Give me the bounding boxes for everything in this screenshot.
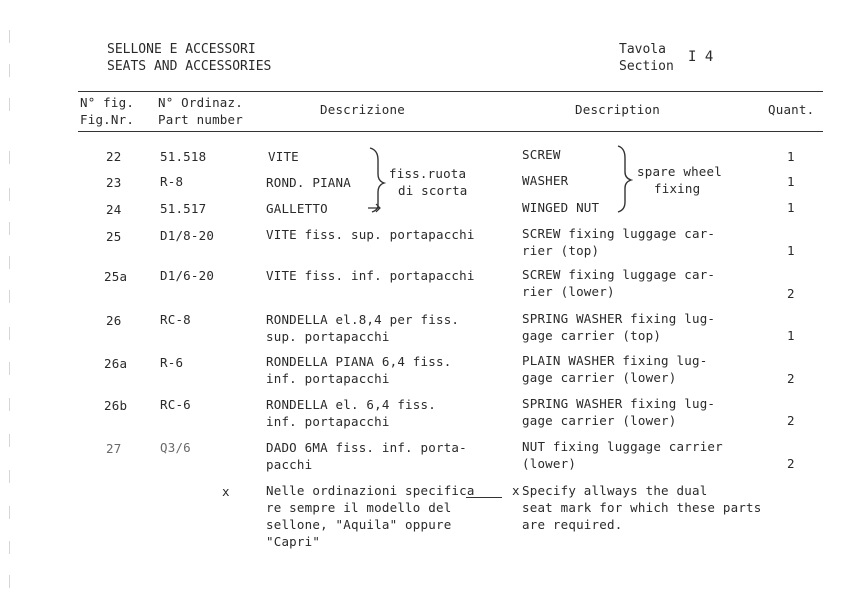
row-26-desc-it-2: sup. portapacchi xyxy=(266,329,390,344)
row-26b-desc-it-1: RONDELLA el. 6,4 fiss. xyxy=(266,397,436,412)
title-italian: SELLONE E ACCESSORI xyxy=(107,42,256,57)
row-27-desc-en-1: NUT fixing luggage carrier xyxy=(522,439,723,454)
row-24-desc-en: WINGED NUT xyxy=(522,200,600,215)
row-26a-desc-it-1: RONDELLA PIANA 6,4 fiss. xyxy=(266,354,452,369)
row-26-fig: 26 xyxy=(106,313,122,328)
row-26a-qty: 2 xyxy=(787,371,795,386)
row-26a-desc-en-2: gage carrier (lower) xyxy=(522,370,677,385)
row-27-desc-en-2: (lower) xyxy=(522,456,577,471)
row-24-fig: 24 xyxy=(106,202,122,217)
note-en-2: seat mark for which these parts xyxy=(522,500,762,515)
margin-mark xyxy=(9,362,13,375)
margin-mark xyxy=(9,290,13,303)
row-25a-qty: 2 xyxy=(787,286,795,301)
title-english: SEATS AND ACCESSORIES xyxy=(107,59,272,74)
brace-italian xyxy=(366,146,386,218)
margin-mark xyxy=(9,151,13,164)
margin-mark xyxy=(9,256,13,269)
row-25a-desc-en-1: SCREW fixing luggage car- xyxy=(522,267,716,282)
row-24-qty: 1 xyxy=(787,200,795,215)
note-it-2: re sempre il modello del xyxy=(266,500,452,515)
note-it-4: "Capri" xyxy=(266,534,321,549)
row-25-desc-en-2: rier (top) xyxy=(522,243,600,258)
note-en-marker: x xyxy=(512,483,520,498)
header-rule-top xyxy=(78,91,823,92)
row-25a-desc-it: VITE fiss. inf. portapacchi xyxy=(266,268,475,283)
row-25a-part: D1/6-20 xyxy=(160,268,215,283)
row-27-qty: 2 xyxy=(787,456,795,471)
brace-english xyxy=(615,144,633,214)
row-26b-qty: 2 xyxy=(787,413,795,428)
note-marker: x xyxy=(222,484,230,499)
row-25a-desc-en-2: rier (lower) xyxy=(522,284,615,299)
row-26b-desc-it-2: inf. portapacchi xyxy=(266,414,390,429)
row-26b-part: RC-6 xyxy=(160,397,191,412)
row-22-desc-it: VITE xyxy=(268,149,299,164)
row-23-qty: 1 xyxy=(787,174,795,189)
margin-mark xyxy=(9,506,13,519)
margin-mark xyxy=(9,222,13,235)
row-26a-fig: 26a xyxy=(104,356,128,371)
col-fig-en: Fig.Nr. xyxy=(80,112,135,127)
row-22-part: 51.518 xyxy=(160,149,207,164)
row-23-desc-it: ROND. PIANA xyxy=(266,175,351,190)
row-23-desc-en: WASHER xyxy=(522,173,569,188)
margin-mark xyxy=(9,327,13,340)
row-22-desc-en: SCREW xyxy=(522,147,561,162)
row-26-desc-en-2: gage carrier (top) xyxy=(522,328,662,343)
margin-mark xyxy=(9,188,13,201)
row-26-part: RC-8 xyxy=(160,312,191,327)
row-26-desc-en-1: SPRING WASHER fixing lug- xyxy=(522,311,716,326)
section-value: I 4 xyxy=(688,49,714,65)
note-underline xyxy=(466,497,502,498)
header-rule-bottom xyxy=(78,131,823,132)
row-22-qty: 1 xyxy=(787,149,795,164)
row-26-qty: 1 xyxy=(787,328,795,343)
margin-mark xyxy=(9,470,13,483)
col-part-en: Part number xyxy=(158,112,243,127)
row-26-desc-it-1: RONDELLA el.8,4 per fiss. xyxy=(266,312,460,327)
margin-mark xyxy=(9,541,13,554)
margin-mark xyxy=(9,434,13,447)
col-fig-it: N° fig. xyxy=(80,95,135,110)
row-23-part: R-8 xyxy=(160,174,184,189)
group-desc-en-1: spare wheel xyxy=(637,164,722,179)
note-it-1: Nelle ordinazioni specifica xyxy=(266,483,475,498)
margin-mark xyxy=(9,398,13,411)
row-26b-desc-en-2: gage carrier (lower) xyxy=(522,413,677,428)
row-26b-desc-en-1: SPRING WASHER fixing lug- xyxy=(522,396,716,411)
group-desc-en-2: fixing xyxy=(654,181,701,196)
row-26a-part: R-6 xyxy=(160,355,184,370)
note-it-3: sellone, "Aquila" oppure xyxy=(266,517,452,532)
row-27-desc-it-2: pacchi xyxy=(266,457,313,472)
row-26b-fig: 26b xyxy=(104,398,128,413)
note-en-3: are required. xyxy=(522,517,623,532)
col-description: Description xyxy=(575,102,660,117)
row-25-fig: 25 xyxy=(106,229,122,244)
row-25-desc-it: VITE fiss. sup. portapacchi xyxy=(266,227,475,242)
row-23-fig: 23 xyxy=(106,175,122,190)
row-27-desc-it-1: DADO 6MA fiss. inf. porta- xyxy=(266,440,467,455)
row-27-part: Q3/6 xyxy=(160,440,191,455)
row-26a-desc-it-2: inf. portapacchi xyxy=(266,371,390,386)
row-25-desc-en-1: SCREW fixing luggage car- xyxy=(522,226,716,241)
row-24-desc-it: GALLETTO xyxy=(266,201,328,216)
row-26a-desc-en-1: PLAIN WASHER fixing lug- xyxy=(522,353,708,368)
tavola-label: Tavola xyxy=(619,42,666,57)
col-quant: Quant. xyxy=(768,102,815,117)
row-24-part: 51.517 xyxy=(160,201,207,216)
row-22-fig: 22 xyxy=(106,149,122,164)
margin-mark xyxy=(9,64,13,77)
col-descrizione: Descrizione xyxy=(320,102,405,117)
row-25-part: D1/8-20 xyxy=(160,228,215,243)
row-25-qty: 1 xyxy=(787,243,795,258)
group-desc-it-2: di scorta xyxy=(398,183,468,198)
margin-mark xyxy=(9,575,13,588)
margin-mark xyxy=(9,98,13,111)
margin-mark xyxy=(9,30,13,43)
col-ordinaz-it: N° Ordinaz. xyxy=(158,95,243,110)
note-en-1: Specify allways the dual xyxy=(522,483,708,498)
section-label: Section xyxy=(619,59,674,74)
group-desc-it-1: fiss.ruota xyxy=(389,166,467,181)
row-25a-fig: 25a xyxy=(104,269,128,284)
row-27-fig: 27 xyxy=(106,441,122,456)
